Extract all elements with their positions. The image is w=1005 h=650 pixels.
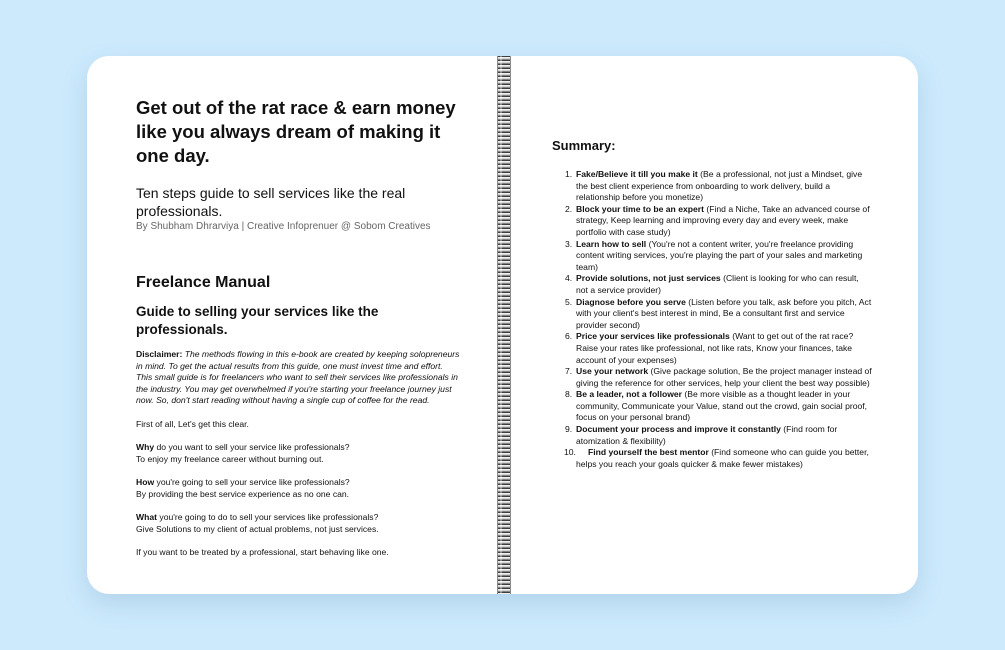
qa-question: you're going to sell your service like professionals? [154, 477, 350, 487]
summary-list [552, 169, 872, 470]
list-item [552, 331, 872, 366]
item-number: 8. [565, 389, 573, 400]
item-number: 7. [565, 366, 573, 377]
item-text: (Be a professional, not just a Mindset, give the best client experience from onboarding to work delivery, build a relationship before you monetize) [576, 169, 863, 203]
item-number: 10. [564, 447, 576, 458]
item-title: Find yourself the best mentor [588, 447, 709, 458]
qa-what [136, 512, 461, 535]
list-item [552, 169, 872, 204]
qa-question: do you want to sell your service like professionals? [154, 442, 350, 452]
guide-heading: Guide to selling your services like the professionals. [136, 304, 379, 337]
disclaimer-label: Disclaimer: [136, 349, 183, 359]
item-number: 3. [565, 238, 573, 249]
spiral-binding [497, 56, 511, 594]
item-text: (Give package solution, Be the project manager instead of giving the reference for other services, help your client the best way possible) [576, 366, 872, 388]
list-item [552, 273, 872, 296]
intro-paragraph: First of all, Let's get this clear. [136, 418, 249, 429]
item-title: Learn how to sell [576, 238, 647, 249]
item-text: (You're not a content writer, you're freelance providing content writing services, you're playing the part of your sales and marketing team) [576, 238, 863, 272]
right-page [552, 138, 872, 470]
qa-how [136, 477, 461, 500]
closing-paragraph: If you want to be treated by a professional, start behaving like one. [136, 547, 389, 557]
list-item [552, 297, 872, 332]
item-number: 9. [565, 424, 573, 435]
disclaimer-text: The methods flowing in this e-book are created by keeping solopreneurs in mind. To get the actual results from this guide, one must invest time and effort. This small guide is for freelancers who want to sell their services like professionals in the industry. You may get overwhelmed if you're starting your freelance journey just now. So, don't start reading without having a single cup of coffee for the read. [136, 349, 460, 405]
qa-why [136, 442, 461, 465]
item-number: 1. [565, 169, 573, 179]
item-title: Document your process and improve it constantly [576, 424, 781, 435]
item-number: 5. [565, 296, 573, 307]
list-item [552, 447, 872, 470]
qa-answer: Give Solutions to my client of actual problems, not just services. [136, 523, 379, 534]
left-page [136, 96, 461, 559]
page-title: Get out of the rat race & earn money like you always dream of making it one day. [136, 97, 456, 166]
qa-answer: To enjoy my freelance career without burning out. [136, 453, 324, 464]
item-title: Use your network [576, 366, 649, 377]
item-text: (Client is looking for who can result, not a service provider) [576, 273, 859, 295]
item-title: Block your time to be an expert [576, 203, 704, 214]
author-byline: By Shubham Dhrarviya | Creative Infoprenuer @ Sobom Creatives [136, 221, 431, 232]
item-text: (Find room for atomization & flexibility) [576, 424, 838, 446]
item-title: Provide solutions, not just services [576, 273, 721, 284]
list-item [552, 239, 872, 274]
item-text: (Find a Niche, Take an advanced course of strategy, Keep learning and improving every day and every week, make portfolio with case study) [576, 203, 870, 237]
item-title: Price your services like professionals [576, 331, 730, 342]
qa-question: you're going to do to sell your services like professionals? [157, 512, 379, 522]
list-item [552, 204, 872, 239]
summary-heading: Summary: [552, 138, 616, 153]
page-subtitle: Ten steps guide to sell services like the real professionals. [136, 185, 406, 219]
list-item [552, 424, 872, 447]
item-title: Be a leader, not a follower [576, 389, 683, 400]
list-item [552, 366, 872, 389]
qa-keyword: How [136, 477, 155, 487]
item-text: (Want to get out of the rat race? Raise your rates like professional, not like rats, Know your finances, take account of your expenses) [576, 331, 854, 365]
manual-heading: Freelance Manual [136, 274, 271, 291]
item-text: (Find someone who can guide you better, helps you reach your goals quicker & make fewer mistakes) [576, 447, 869, 469]
item-number: 4. [565, 273, 573, 284]
ebook-spread [87, 56, 918, 594]
item-text: (Be more visible as a thought leader in your community, Communicate your Value, stand out the crowd, gain social proof, focus on your personal brand) [576, 389, 868, 423]
qa-answer: By providing the best service experience as no one can. [136, 488, 350, 499]
qa-keyword: What [136, 512, 158, 522]
item-title: Diagnose before you serve [576, 296, 686, 307]
qa-keyword: Why [136, 442, 155, 452]
item-title: Fake/Believe it till you make it [576, 169, 698, 179]
item-number: 6. [565, 331, 573, 342]
item-text: (Listen before you talk, ask before you pitch, Act with your client's best interest in mind, Be a consultant first and service provider second) [576, 296, 872, 330]
disclaimer-paragraph [136, 349, 461, 407]
item-number: 2. [565, 203, 573, 214]
list-item [552, 389, 872, 424]
